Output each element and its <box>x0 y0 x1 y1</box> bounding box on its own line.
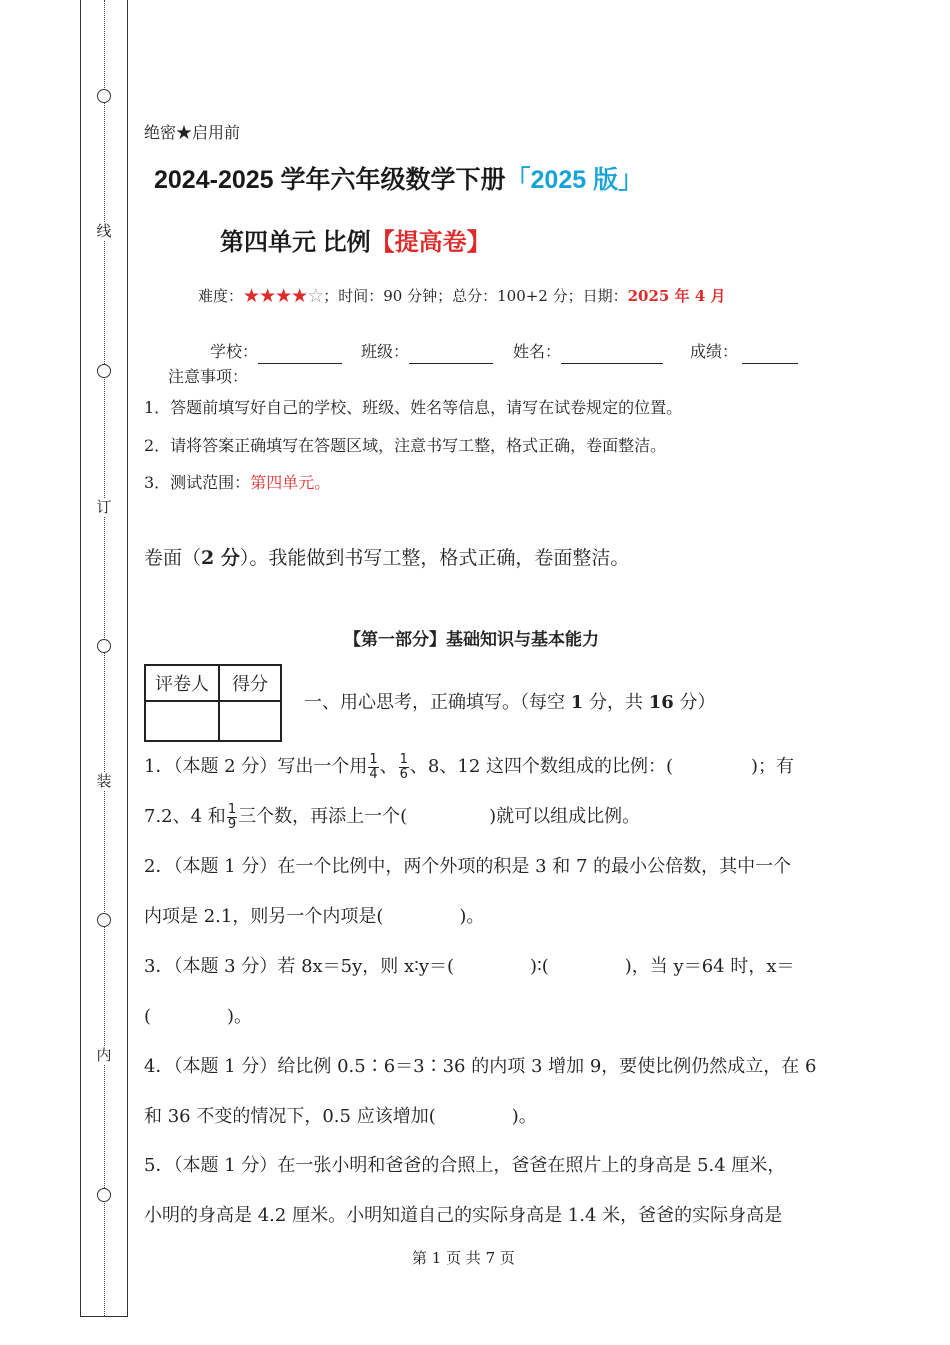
q1-text: )就可以组成比例。 <box>489 806 641 827</box>
question-2-line-1: 2．（本题 1 分）在一个比例中，两个外项的积是 3 和 7 的最小公倍数，其中一个 <box>144 856 792 877</box>
q2-text: 内项是 2.1，则另一个内项是( <box>144 906 384 927</box>
unit-title <box>220 227 491 259</box>
confidential-mark: 绝密★启用前 <box>144 123 241 142</box>
section-title-mid: 分，共 <box>589 692 643 713</box>
class-label: 班级： <box>361 342 410 361</box>
section-each-points: 1 <box>570 692 584 713</box>
question-1-line-1 <box>144 752 794 782</box>
class-field[interactable] <box>409 347 493 364</box>
star-empty-icon: ☆ <box>307 285 324 307</box>
q2-text: )。 <box>459 906 485 927</box>
fraction-one-quarter <box>368 753 378 782</box>
name-label: 姓名： <box>513 342 562 361</box>
unit-tag: 【提高卷】 <box>370 229 491 256</box>
q1-text: 、8、12 这四个数组成的比例：( <box>409 756 674 777</box>
fraction-numerator: 1 <box>399 751 408 767</box>
binding-char-bind: 订 <box>96 498 112 516</box>
fraction-denominator: 4 <box>369 766 378 782</box>
school-label: 学校： <box>210 342 259 361</box>
binding-circle <box>97 364 111 378</box>
question-5-line-1: 5．（本题 1 分）在一张小明和爸爸的合照上，爸爸在照片上的身高是 5.4 厘米， <box>144 1155 786 1176</box>
q3-text: )，当 y＝64 时，x＝ <box>624 956 795 977</box>
question-4-line-2 <box>144 1105 537 1129</box>
binding-circle <box>97 89 111 103</box>
q3-text: )∶( <box>530 956 549 977</box>
question-1-line-2 <box>144 802 640 832</box>
question-5-line-2: 小明的身高是 4.2 厘米。小明知道自己的实际身高是 1.4 米，爸爸的实际身高是 <box>144 1205 783 1226</box>
fraction-one-ninth <box>227 803 237 832</box>
question-4-line-1: 4．（本题 1 分）给比例 0.5∶6＝3∶36 的内项 3 增加 9，要使比例仍然成立，在 6 <box>144 1056 817 1077</box>
q3-text: )。 <box>227 1006 253 1027</box>
score-label: 成绩： <box>690 342 739 361</box>
title-edition: 「2025 版」 <box>505 166 644 194</box>
question-2-line-2 <box>144 905 484 929</box>
info-class <box>361 340 493 364</box>
q1-text: 1．（本题 2 分）写出一个用 <box>144 756 368 777</box>
note-1: 1．答题前填写好自己的学校、班级、姓名等信息，请写在试卷规定的位置。 <box>144 398 683 417</box>
binding-dotted-line <box>104 0 105 1316</box>
title-main: 2024-2025 学年六年级数学下册 <box>154 166 506 194</box>
q3-text: ( <box>144 1006 152 1027</box>
q1-text: 7.2、4 和 <box>144 806 226 827</box>
points-header: 得分 <box>219 665 281 701</box>
part-title: 【第一部分】基础知识与基本能力 <box>344 630 599 650</box>
q3-text: 3．（本题 3 分）若 8x＝5y，则 x∶y＝( <box>144 956 455 977</box>
grading-table <box>144 664 282 742</box>
fraction-denominator: 9 <box>227 816 237 832</box>
note-2: 2．请将答案正确填写在答题区域，注意书写工整，格式正确，卷面整洁。 <box>144 436 667 455</box>
neatness-score: 2 分 <box>201 547 240 569</box>
page-footer: 第 1 页 共 7 页 <box>412 1249 515 1267</box>
time-score-text: ；时间：90 分钟；总分：100+2 分；日期： <box>323 287 628 305</box>
q1-text: )；有 <box>751 756 795 777</box>
exam-date: 2025 年 4 月 <box>627 287 726 305</box>
score-field[interactable] <box>742 347 798 364</box>
star-filled-icon: ★ <box>275 285 292 307</box>
exam-meta <box>198 284 725 308</box>
star-filled-icon: ★ <box>291 285 308 307</box>
section-total-points: 16 <box>648 692 674 713</box>
school-field[interactable] <box>258 347 342 364</box>
question-3-line-1 <box>144 955 794 979</box>
fraction-denominator: 6 <box>399 766 408 782</box>
fraction-one-sixth <box>399 753 409 782</box>
q1-separator: 、 <box>379 756 398 777</box>
section-title-prefix: 一、用心思考，正确填写。（每空 <box>304 692 565 713</box>
info-school <box>210 340 342 364</box>
note-3 <box>144 471 330 495</box>
section-title <box>304 691 716 715</box>
question-3-line-2 <box>144 1005 252 1029</box>
binding-circle <box>97 639 111 653</box>
note-3-prefix: 3．测试范围： <box>144 473 251 492</box>
info-score <box>690 340 798 364</box>
neatness-prefix: 卷面（ <box>144 547 202 569</box>
grader-header: 评卷人 <box>145 665 219 701</box>
q4-text: )。 <box>511 1106 537 1127</box>
fraction-numerator: 1 <box>227 801 237 817</box>
neatness-line <box>144 546 629 570</box>
points-cell[interactable] <box>219 701 281 741</box>
star-filled-icon: ★ <box>259 285 276 307</box>
name-field[interactable] <box>561 347 663 364</box>
difficulty-stars <box>243 284 323 308</box>
difficulty-label: 难度： <box>198 287 244 305</box>
page-title <box>154 164 643 196</box>
grader-cell[interactable] <box>145 701 219 741</box>
q1-text: 三个数，再添上一个( <box>238 806 408 827</box>
binding-char-inside: 内 <box>96 1046 112 1064</box>
info-name <box>513 340 663 364</box>
star-filled-icon: ★ <box>243 285 260 307</box>
binding-circle <box>97 913 111 927</box>
unit-name: 第四单元 比例 <box>220 229 371 256</box>
fraction-numerator: 1 <box>369 751 378 767</box>
binding-char-mount: 装 <box>96 772 112 790</box>
notes-title: 注意事项： <box>168 367 249 386</box>
section-title-suffix: 分） <box>679 692 716 713</box>
binding-circle <box>97 1188 111 1202</box>
binding-char-line: 线 <box>96 222 112 240</box>
note-3-scope: 第四单元。 <box>250 473 331 492</box>
q4-text: 和 36 不变的情况下，0.5 应该增加( <box>144 1106 436 1127</box>
neatness-text: ）。我能做到书写工整，格式正确，卷面整洁。 <box>239 547 630 569</box>
